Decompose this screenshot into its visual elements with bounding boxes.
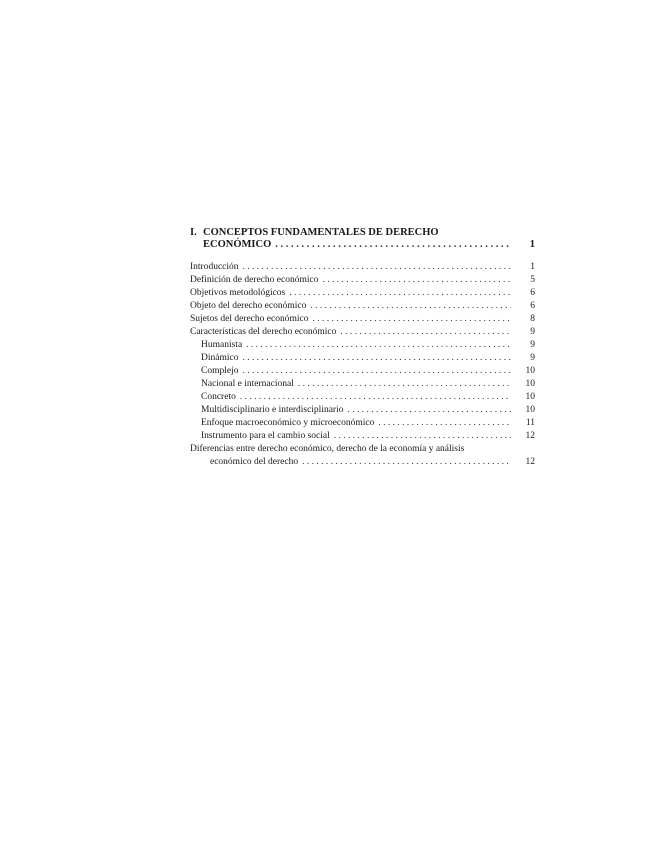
dot-leader	[312, 313, 511, 326]
dot-leader	[289, 287, 511, 300]
toc-entry-title: Dinámico	[201, 353, 239, 363]
chapter-heading	[190, 227, 535, 251]
toc-entry	[190, 287, 535, 300]
dot-leader	[242, 365, 511, 378]
toc-entry-title-line2: económico del derecho	[210, 457, 299, 467]
toc-entry-title: Instrumento para el cambio social	[201, 431, 330, 441]
toc-entry-title: Multidisciplinario e interdisciplinario	[201, 405, 344, 415]
toc-entry	[190, 300, 535, 313]
dot-leader	[302, 456, 511, 469]
toc-subentry	[190, 378, 535, 391]
toc-entry-title: Introducción	[190, 262, 239, 272]
toc-entry-page: 6	[530, 301, 535, 311]
toc-entry-title: Concreto	[201, 392, 236, 402]
toc-entry-title: Sujetos del derecho económico	[190, 314, 309, 324]
dot-leader	[243, 261, 511, 274]
dot-leader	[347, 404, 511, 417]
dot-leader	[334, 430, 511, 443]
toc-subentry	[190, 365, 535, 378]
toc-entry-title: Objeto del derecho económico	[190, 301, 307, 311]
toc-entry-title-line1: Diferencias entre derecho económico, derecho de la economía y análisis	[190, 444, 465, 454]
dot-leader	[242, 352, 511, 365]
dot-leader	[298, 378, 511, 391]
toc-entry	[190, 274, 535, 287]
dot-leader	[378, 417, 511, 430]
chapter-page-number: 1	[529, 239, 535, 250]
toc-entry-page: 10	[525, 405, 535, 415]
toc-subentry	[190, 391, 535, 404]
toc-entry-page: 10	[525, 392, 535, 402]
toc-entry	[190, 313, 535, 326]
toc-entry	[190, 261, 535, 274]
dot-leader	[246, 339, 511, 352]
toc-entry-page: 9	[530, 340, 535, 350]
toc-entry-page: 9	[530, 353, 535, 363]
toc-entry-multiline	[190, 443, 535, 456]
toc-entry-title: Nacional e internacional	[201, 379, 294, 389]
toc-subentry	[190, 417, 535, 430]
toc-subentry	[190, 352, 535, 365]
toc-entry-multiline-continuation	[190, 456, 535, 469]
dot-leader	[310, 300, 511, 313]
dot-leader	[322, 274, 511, 287]
toc-entries	[190, 261, 535, 469]
toc-subentry	[190, 430, 535, 443]
toc-entry-page: 10	[525, 379, 535, 389]
toc-entry-page: 9	[530, 327, 535, 337]
toc-entry-title: Enfoque macroeconómico y microeconómico	[201, 418, 375, 428]
toc-entry-page: 12	[525, 457, 535, 467]
toc-entry-title: Complejo	[201, 366, 239, 376]
toc-entry	[190, 326, 535, 339]
table-of-contents	[190, 227, 535, 469]
toc-entry-page: 8	[530, 314, 535, 324]
toc-entry-page: 6	[530, 288, 535, 298]
chapter-number: I.	[190, 227, 197, 238]
dot-leader	[240, 391, 511, 404]
dot-leader	[275, 239, 511, 251]
toc-entry-page: 1	[530, 262, 535, 272]
toc-entry-page: 12	[525, 431, 535, 441]
toc-entry-title: Objetivos metodológicos	[190, 288, 286, 298]
toc-subentry	[190, 404, 535, 417]
toc-subentry	[190, 339, 535, 352]
toc-entry-title: Definición de derecho económico	[190, 275, 319, 285]
toc-entry-title: Humanista	[201, 340, 243, 350]
toc-entry-page: 10	[525, 366, 535, 376]
toc-entry-page: 5	[530, 275, 535, 285]
toc-entry-title: Características del derecho económico	[190, 327, 337, 337]
toc-entry-page: 11	[525, 418, 535, 428]
chapter-title-line2: ECONÓMICO	[203, 239, 272, 250]
dot-leader	[340, 326, 511, 339]
chapter-title-line1: CONCEPTOS FUNDAMENTALES DE DERECHO	[203, 227, 439, 238]
